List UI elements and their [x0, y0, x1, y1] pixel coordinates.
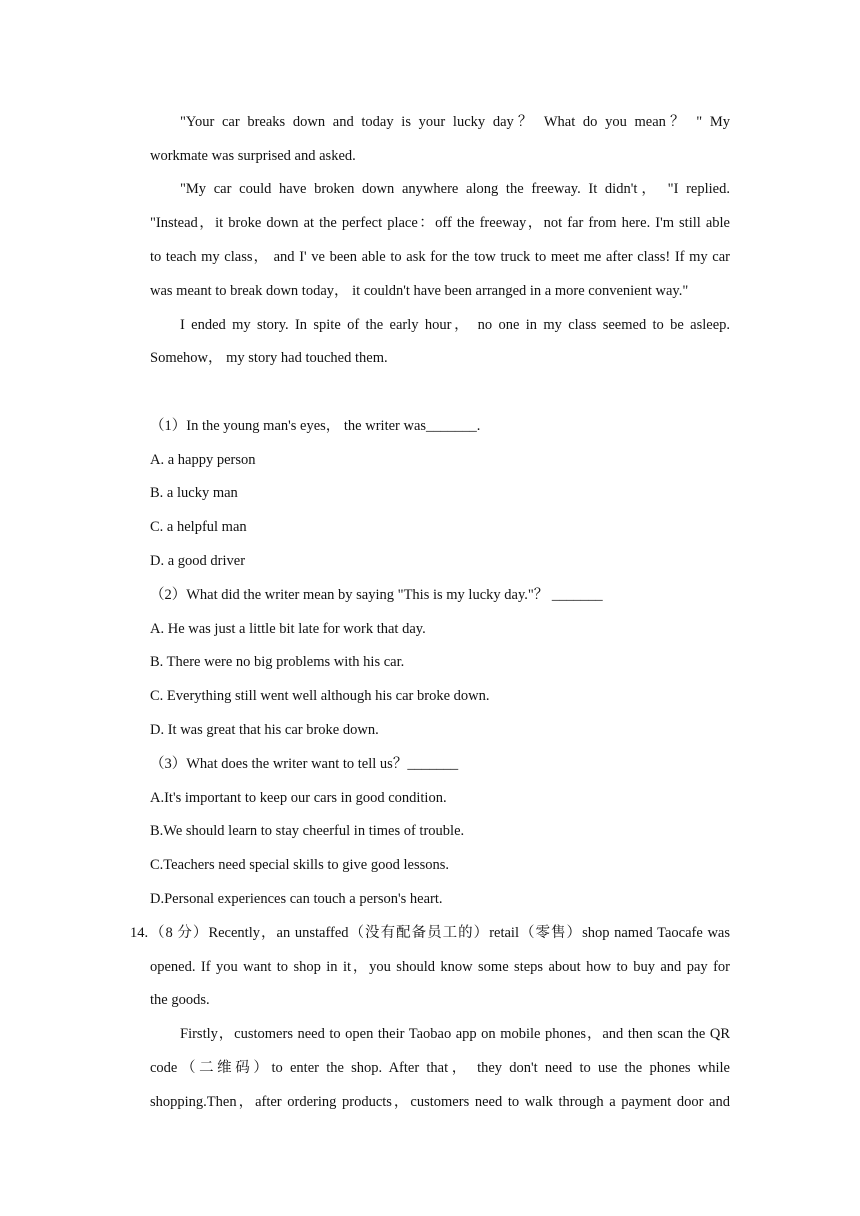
passage-line: "My car could have broken down anywhere along the freeway. It didn't， "I replied.	[180, 181, 730, 197]
item-line: Firstly，customers need to open their Taobao app on mobile phones，and then scan the QR	[180, 1026, 730, 1042]
answer-option: B.We should learn to stay cheerful in times of trouble.	[150, 823, 465, 839]
question-stem: （2）What did the writer mean by saying "This is my lucky day."？ _______	[150, 587, 603, 603]
answer-option: C.Teachers need special skills to give good lessons.	[150, 857, 449, 873]
passage-line: to teach my class， and I' ve been able to ask for the tow truck to meet me after class! If my car	[150, 249, 730, 265]
question-stem: （1）In the young man's eyes， the writer was_______.	[150, 418, 481, 434]
answer-option: C. a helpful man	[150, 519, 247, 535]
question-stem: （3）What does the writer want to tell us？_______	[150, 756, 459, 772]
passage-line: workmate was surprised and asked.	[150, 148, 356, 164]
answer-option: D. It was great that his car broke down.	[150, 722, 379, 738]
passage-line: "Your car breaks down and today is your lucky day？ What do you mean？ " My	[180, 114, 730, 130]
passage-line: Somehow， my story had touched them.	[150, 350, 388, 366]
answer-option: A.It's important to keep our cars in good condition.	[150, 790, 447, 806]
passage-line: "Instead，it broke down at the perfect place：off the freeway，not far from here. I'm still able	[150, 215, 730, 231]
item-line: opened. If you want to shop in it，you should know some steps about how to buy and pay for	[150, 959, 730, 975]
passage-line: I ended my story. In spite of the early hour， no one in my class seemed to be asleep.	[180, 317, 730, 333]
answer-option: A. He was just a little bit late for work that day.	[150, 621, 426, 637]
item-line: shopping.Then，after ordering products，customers need to walk through a payment door and	[150, 1094, 730, 1110]
item-line: the goods.	[150, 992, 210, 1008]
answer-option: D.Personal experiences can touch a person's heart.	[150, 891, 443, 907]
answer-option: C. Everything still went well although his car broke down.	[150, 688, 490, 704]
item-line: （8 分）Recently，an unstaffed（没有配备员工的）retail（零售）shop named Taocafe was	[150, 925, 730, 941]
answer-option: D. a good driver	[150, 553, 246, 569]
item-line: code（二维码）to enter the shop. After that， they don't need to use the phones while	[150, 1060, 730, 1076]
passage-line: was meant to break down today， it couldn't have been arranged in a more convenient way."	[150, 283, 689, 299]
answer-option: B. a lucky man	[150, 485, 238, 501]
item-number: 14.	[130, 925, 149, 941]
answer-option: A. a happy person	[150, 452, 256, 468]
answer-option: B. There were no big problems with his car.	[150, 654, 405, 670]
